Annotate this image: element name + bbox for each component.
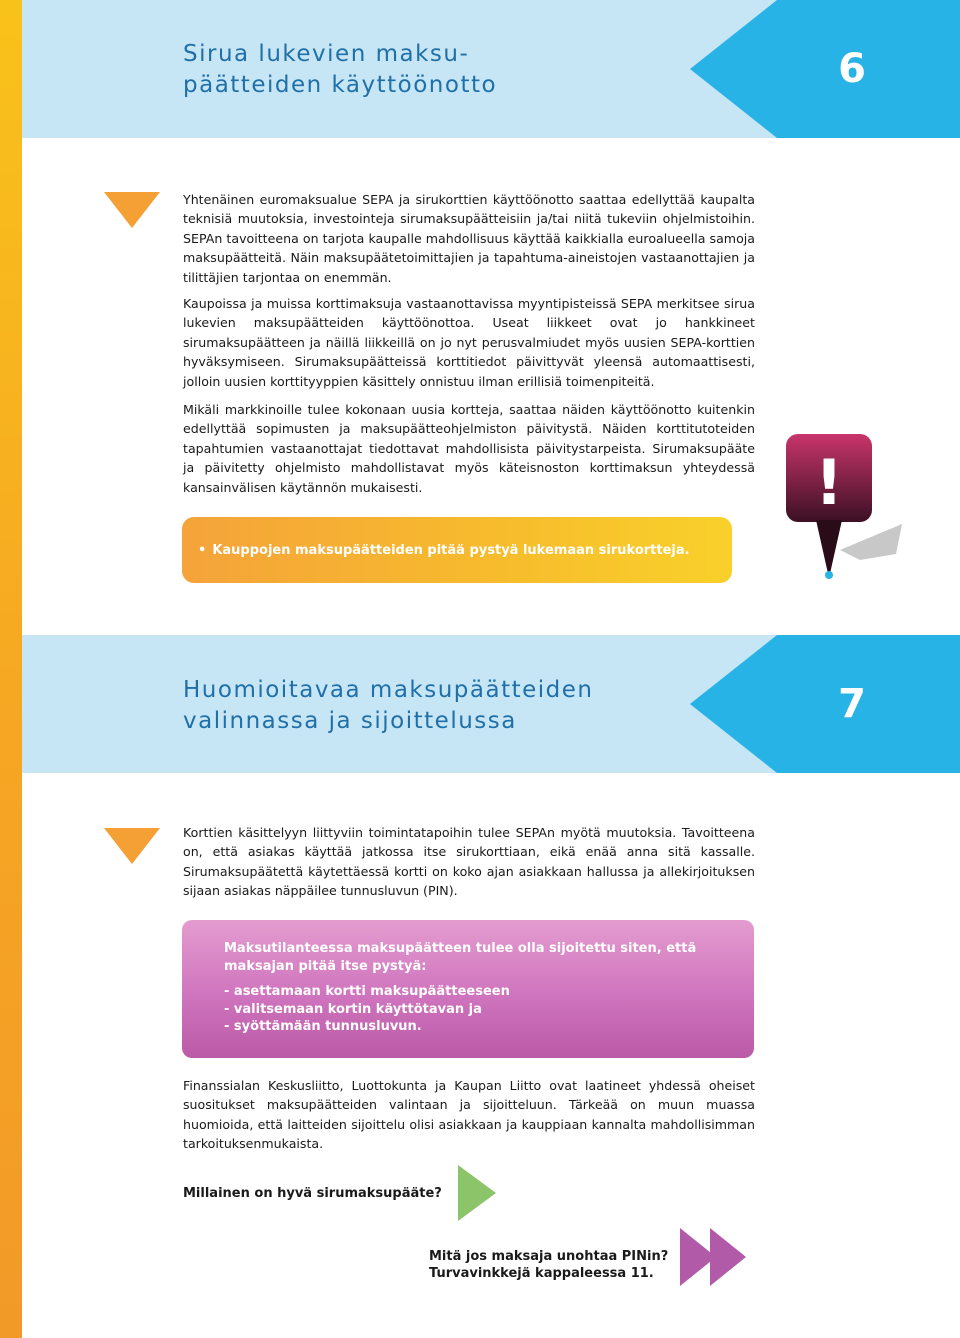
green-arrow-icon [458, 1165, 498, 1221]
highlight-box [182, 517, 732, 583]
section-6-title-line-1: Sirua lukevien maksu- [183, 41, 470, 67]
section-6-number: 6 [838, 46, 866, 92]
requirement-item: - asettamaan kortti maksupäätteeseen [224, 984, 510, 999]
requirements-intro-1: Maksutilanteessa maksupäätteen tulee olla sijoitettu siten, että [224, 941, 697, 956]
orange-triangle-marker [104, 192, 160, 228]
section-6-header [22, 0, 960, 138]
section-7-arrow [690, 635, 960, 773]
section-7-number: 7 [838, 681, 866, 727]
requirements-intro-2: maksajan pitää itse pystyä: [224, 958, 427, 974]
exclamation-pin-icon [782, 432, 912, 584]
pin-reminder-line-2: Turvavinkkejä kappaleessa 11. [429, 1266, 654, 1281]
exclamation-mark: ! [814, 446, 844, 519]
orange-triangle-marker-2 [104, 828, 160, 864]
pin-reminder [429, 1248, 668, 1282]
pin-reminder-line-1: Mitä jos maksaja unohtaa PINin? [429, 1249, 669, 1264]
left-color-stripe [0, 0, 22, 1338]
section-6-paragraph-3: Mikäli markkinoille tulee kokonaan uusia kortteja, saattaa näiden käyttöönotto kuitenkin edellyttää sopimusten ja maksupäätteohjelmiston päivitystä. Näiden korttitutoteiden tapahtumien vastaanottajat tiedottavat mahdollisista päivitystarpeista. Sirumaksupääte ja päivitetty ohjelmisto mahdollistavat myös käteisnoston korttimaksun yhteydessä kansainvälisen käytännön mukaisesti. [183, 402, 755, 495]
requirement-item: - syöttämään tunnusluvun. [224, 1019, 422, 1034]
section-6-title-line-2: päätteiden käyttöönotto [183, 72, 498, 98]
section-7-header [22, 635, 960, 773]
section-6-paragraph-1: Yhtenäinen euromaksualue SEPA ja sirukorttien käyttöönotto saattaa edellyttää kaupalta teknisiä muutoksia, investointeja sirumaksupäätteisiin ja/tai niitä tukeviin ohjelmistoihin. SEPAn tavoitteena on tarjota kaupalle mahdollisuus käyttää kaikkialla euroalueella samoja maksupäätteitä. Näin maksupäätetoimittajien ja tapahtuma-aineistojen vastaanottajien ja tilittäjien tarjontaa on enemmän. [183, 192, 755, 285]
section-6-title [183, 39, 497, 101]
section-7-title [183, 675, 594, 737]
section-7-paragraph-2: Finanssialan Keskusliitto, Luottokunta ja Kaupan Liitto ovat laatineet yhdessä oheiset suositukset maksupäätteiden valintaan ja sijoitteluun. Tärkeää on muun muassa huomioida, että laitteiden sijoittelu olisi asiakkaan ja kauppiaan kannalta mahdollisimman tarkoituksenmukaista. [183, 1078, 755, 1152]
section-7-paragraph-1: Korttien käsittelyyn liittyviin toimintatapoihin tulee SEPAn myötä muutoksia. Tavoitteena on, että asiakas käyttää jatkossa itse sirukorttiaan, eikä enää anna sitä kassalle. Sirumaksupäätettä käytettäessä kortti on koko ajan asiakkaan hallussa ja allekirjoituksen sijaan asiakas näppäilee tunnusluvun (PIN). [183, 825, 755, 899]
section-6-paragraph-2: Kaupoissa ja muissa korttimaksuja vastaanottavissa myyntipisteissä SEPA merkitsee sirua lukevien maksupäätteiden käyttöönottoa. Useat liikkeet ovat jo hankkineet sirumaksupäätteen ja näillä liikkeillä on jo nyt perusvalmiudet myös uusien SEPA-korttien hyväksymiseen. Sirumaksupäätteissä korttitiedot päivittyvät yleensä automaattisesti, jolloin uusien korttityyppien käsittely onnistuu ilman erillisiä toimenpiteitä. [183, 296, 755, 389]
section-7-title-line-1: Huomioitavaa maksupäätteiden [183, 677, 594, 703]
requirement-item: - valitsemaan kortin käyttötavan ja [224, 1001, 482, 1017]
highlight-bullet: • [198, 542, 207, 558]
section-7-title-line-2: valinnassa ja sijoittelussa [183, 708, 517, 734]
question-heading: Millainen on hyvä sirumaksupääte? [183, 1186, 442, 1201]
highlight-text: Kauppojen maksupäätteiden pitää pystyä lukemaan sirukortteja. [212, 542, 690, 558]
requirements-box [182, 920, 754, 1058]
section-6-arrow [690, 0, 960, 138]
double-arrow-icon [680, 1228, 750, 1286]
